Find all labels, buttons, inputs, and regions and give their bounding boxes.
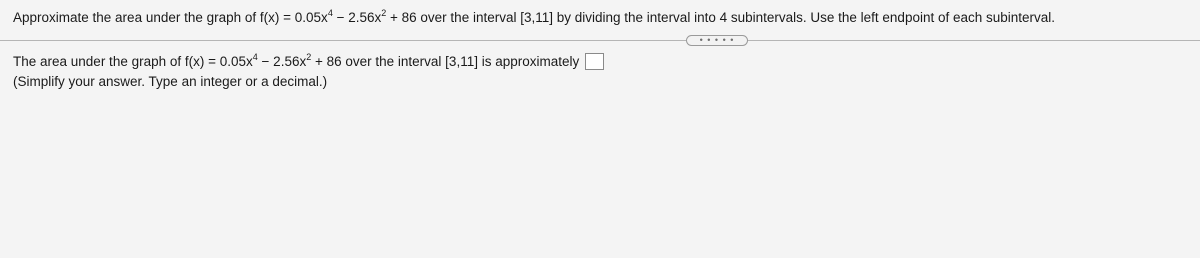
answer-prompt-part-2: − 2.56x <box>257 54 307 69</box>
answer-hint: (Simplify your answer. Type an integer or a decimal.) <box>13 74 328 89</box>
question-text <box>13 7 1193 29</box>
answer-exponent-2: 2 <box>306 51 312 62</box>
answer-prompt-part-3: + 86 over the interval [3,11] is approximately <box>311 54 584 69</box>
expand-more-button[interactable]: • • • • • <box>686 35 748 46</box>
question-text-part-1: Approximate the area under the graph of f(x) = 0.05x <box>13 10 328 25</box>
section-divider <box>0 40 1200 41</box>
question-text-part-3: + 86 over the interval [3,11] by dividing the interval into 4 subintervals. Use the left endpoint of each subinterval. <box>386 10 1056 25</box>
answer-section <box>13 52 604 92</box>
answer-prompt-part-1: The area under the graph of f(x) = 0.05x <box>13 54 253 69</box>
answer-input[interactable] <box>585 53 604 70</box>
question-text-part-2: − 2.56x <box>332 10 382 25</box>
exponent-4: 4 <box>327 7 333 18</box>
answer-exponent-4: 4 <box>252 51 258 62</box>
exponent-2: 2 <box>381 7 387 18</box>
